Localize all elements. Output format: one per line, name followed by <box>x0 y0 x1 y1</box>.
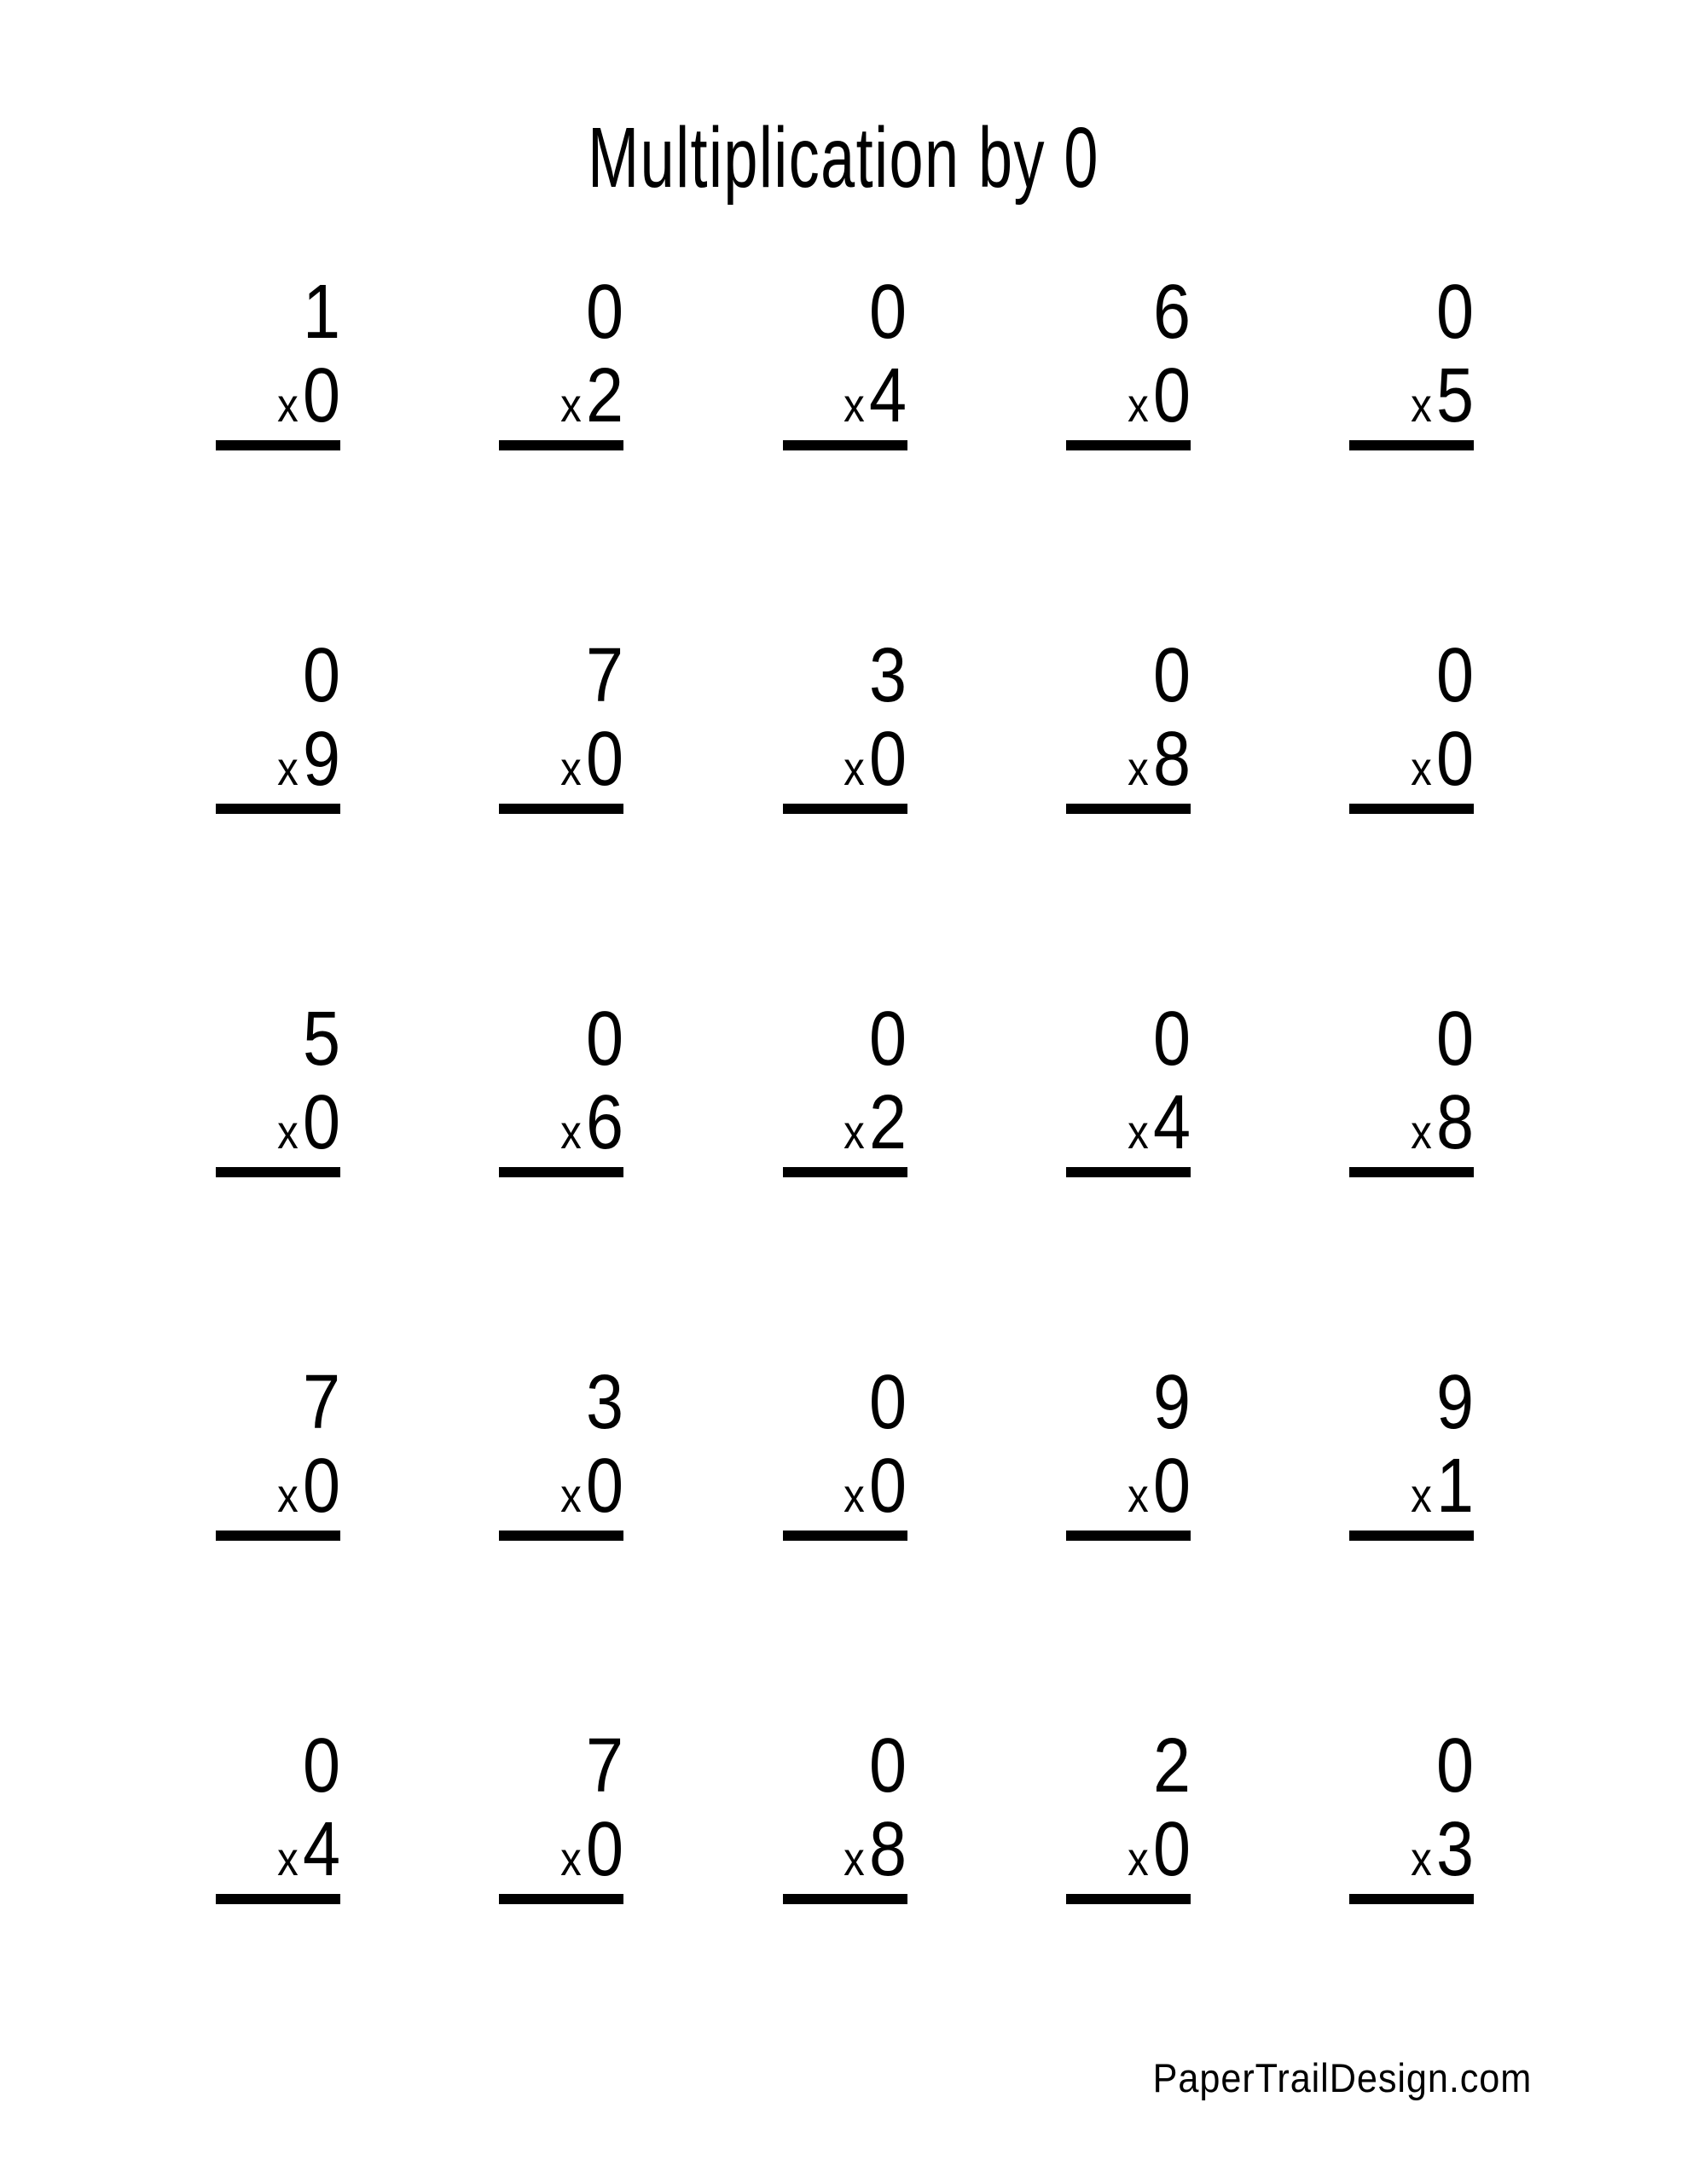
multiplier: 4 <box>1152 1080 1191 1165</box>
answer-line <box>1349 1167 1474 1177</box>
multiplier: 4 <box>869 353 907 439</box>
multiplier-row <box>560 1807 624 1892</box>
multiplier: 1 <box>1435 1443 1474 1529</box>
multiplier-row <box>277 1443 340 1529</box>
multiplication-problem <box>1066 270 1191 450</box>
multiplier-row <box>277 1807 340 1892</box>
multiplier-row <box>560 1080 624 1165</box>
multiply-sign: x <box>844 1468 866 1522</box>
multiplication-problem <box>499 270 624 450</box>
multiplicand: 2 <box>1152 1723 1191 1809</box>
multiplication-problem <box>1066 1723 1191 1904</box>
multiplicand: 9 <box>1435 1360 1474 1445</box>
multiplicand: 3 <box>869 633 907 718</box>
multiplier: 8 <box>1152 717 1191 802</box>
multiplier-row <box>1411 1443 1474 1529</box>
answer-line <box>1066 440 1191 450</box>
multiplier-row <box>277 1080 340 1165</box>
answer-line <box>499 1167 623 1177</box>
multiplicand: 0 <box>302 1723 340 1809</box>
multiplicand: 0 <box>1435 633 1474 718</box>
multiplication-problem <box>499 996 624 1177</box>
multiplier: 0 <box>586 1807 624 1892</box>
multiplier: 0 <box>302 1080 340 1165</box>
answer-line <box>783 440 907 450</box>
multiplication-problem <box>1349 1723 1474 1904</box>
multiplicand: 0 <box>869 1723 907 1809</box>
multiply-sign: x <box>277 741 299 795</box>
multiplicand: 3 <box>586 1360 624 1445</box>
multiplicand: 7 <box>586 633 624 718</box>
multiply-sign: x <box>560 1468 582 1522</box>
multiplier: 0 <box>1152 1807 1191 1892</box>
multiply-sign: x <box>560 1832 582 1885</box>
multiplier: 8 <box>1435 1080 1474 1165</box>
multiplier: 2 <box>869 1080 907 1165</box>
multiplicand: 0 <box>1435 996 1474 1082</box>
multiplier-row <box>1127 353 1191 439</box>
multiply-sign: x <box>844 741 866 795</box>
multiply-sign: x <box>560 741 582 795</box>
multiplier-row <box>844 717 907 802</box>
multiplicand: 0 <box>1435 1723 1474 1809</box>
answer-line <box>1066 804 1191 814</box>
multiplier: 0 <box>302 353 340 439</box>
answer-line <box>783 804 907 814</box>
multiplication-problem <box>783 633 907 814</box>
multiply-sign: x <box>277 1468 299 1522</box>
multiplication-problem <box>1066 996 1191 1177</box>
multiplier-row <box>560 717 624 802</box>
answer-line <box>783 1531 907 1541</box>
answer-line <box>1349 1531 1474 1541</box>
multiply-sign: x <box>844 378 866 432</box>
answer-line <box>216 804 340 814</box>
answer-line <box>1066 1894 1191 1904</box>
multiplier: 2 <box>586 353 624 439</box>
multiplication-problem <box>216 270 340 450</box>
multiplier-row <box>277 717 340 802</box>
multiplication-problem <box>1349 996 1474 1177</box>
multiply-sign: x <box>1127 1832 1149 1885</box>
answer-line <box>1349 1894 1474 1904</box>
multiplication-problem <box>216 1360 340 1541</box>
multiply-sign: x <box>844 1105 866 1159</box>
multiplicand: 0 <box>1435 270 1474 355</box>
site-credit: PaperTrailDesign.com <box>1152 2055 1532 2100</box>
multiply-sign: x <box>277 1832 299 1885</box>
multiplicand: 0 <box>302 633 340 718</box>
multiplier: 0 <box>1152 1443 1191 1529</box>
multiplier: 5 <box>1435 353 1474 439</box>
multiply-sign: x <box>560 378 582 432</box>
multiplier-row <box>560 1443 624 1529</box>
multiplier-row <box>1127 1807 1191 1892</box>
multiply-sign: x <box>560 1105 582 1159</box>
answer-line <box>216 1894 340 1904</box>
multiply-sign: x <box>1127 1468 1149 1522</box>
multiplier: 0 <box>302 1443 340 1529</box>
multiplier-row <box>844 353 907 439</box>
answer-line <box>216 1167 340 1177</box>
multiplier-row <box>1127 1080 1191 1165</box>
answer-line <box>499 1531 623 1541</box>
multiplier: 8 <box>869 1807 907 1892</box>
multiply-sign: x <box>1411 741 1432 795</box>
problems-grid <box>216 270 1474 1904</box>
multiplication-problem <box>499 1360 624 1541</box>
multiplication-problem <box>499 633 624 814</box>
multiplication-problem <box>1349 633 1474 814</box>
multiplier-row <box>277 353 340 439</box>
multiplicand: 0 <box>869 996 907 1082</box>
multiply-sign: x <box>1127 741 1149 795</box>
multiply-sign: x <box>1411 1832 1432 1885</box>
multiply-sign: x <box>844 1832 866 1885</box>
multiply-sign: x <box>277 378 299 432</box>
multiplication-problem <box>216 633 340 814</box>
answer-line <box>216 440 340 450</box>
multiplicand: 9 <box>1152 1360 1191 1445</box>
multiplier: 3 <box>1435 1807 1474 1892</box>
multiplicand: 0 <box>869 1360 907 1445</box>
multiplicand: 0 <box>586 270 624 355</box>
multiplication-problem <box>216 1723 340 1904</box>
multiplicand: 6 <box>1152 270 1191 355</box>
multiplication-problem <box>783 1360 907 1541</box>
multiply-sign: x <box>1411 1105 1432 1159</box>
multiplier-row <box>1127 1443 1191 1529</box>
multiplier: 0 <box>1435 717 1474 802</box>
multiplier: 0 <box>586 1443 624 1529</box>
multiplier-row <box>560 353 624 439</box>
multiplication-problem <box>1349 1360 1474 1541</box>
answer-line <box>499 804 623 814</box>
multiplier-row <box>844 1443 907 1529</box>
multiplication-problem <box>1066 1360 1191 1541</box>
multiplier-row <box>1411 353 1474 439</box>
multiplicand: 7 <box>302 1360 340 1445</box>
multiplication-problem <box>783 1723 907 1904</box>
multiplicand: 7 <box>586 1723 624 1809</box>
multiply-sign: x <box>1411 1468 1432 1522</box>
multiplication-problem <box>1066 633 1191 814</box>
multiplication-problem <box>1349 270 1474 450</box>
multiplication-problem <box>499 1723 624 1904</box>
multiply-sign: x <box>277 1105 299 1159</box>
multiply-sign: x <box>1411 378 1432 432</box>
answer-line <box>1349 440 1474 450</box>
multiply-sign: x <box>1127 378 1149 432</box>
multiplier-row <box>1411 717 1474 802</box>
multiplier-row <box>844 1807 907 1892</box>
answer-line <box>1349 804 1474 814</box>
multiply-sign: x <box>1127 1105 1149 1159</box>
answer-line <box>783 1167 907 1177</box>
answer-line <box>499 1894 623 1904</box>
answer-line <box>783 1894 907 1904</box>
answer-line <box>1066 1167 1191 1177</box>
multiplier-row <box>1411 1080 1474 1165</box>
multiplication-problem <box>783 996 907 1177</box>
multiplier: 4 <box>302 1807 340 1892</box>
multiplier-row <box>1411 1807 1474 1892</box>
multiplier: 6 <box>586 1080 624 1165</box>
worksheet-title: Multiplication by 0 <box>588 110 1099 206</box>
multiplicand: 0 <box>1152 996 1191 1082</box>
multiplier-row <box>1127 717 1191 802</box>
multiplier: 0 <box>1152 353 1191 439</box>
answer-line <box>216 1531 340 1541</box>
multiplier: 9 <box>302 717 340 802</box>
multiplier: 0 <box>586 717 624 802</box>
multiplicand: 0 <box>869 270 907 355</box>
multiplier: 0 <box>869 1443 907 1529</box>
multiplicand: 5 <box>302 996 340 1082</box>
answer-line <box>499 440 623 450</box>
multiplicand: 0 <box>1152 633 1191 718</box>
multiplier: 0 <box>869 717 907 802</box>
answer-line <box>1066 1531 1191 1541</box>
multiplier-row <box>844 1080 907 1165</box>
multiplicand: 1 <box>302 270 340 355</box>
multiplication-problem <box>783 270 907 450</box>
multiplication-problem <box>216 996 340 1177</box>
multiplicand: 0 <box>586 996 624 1082</box>
